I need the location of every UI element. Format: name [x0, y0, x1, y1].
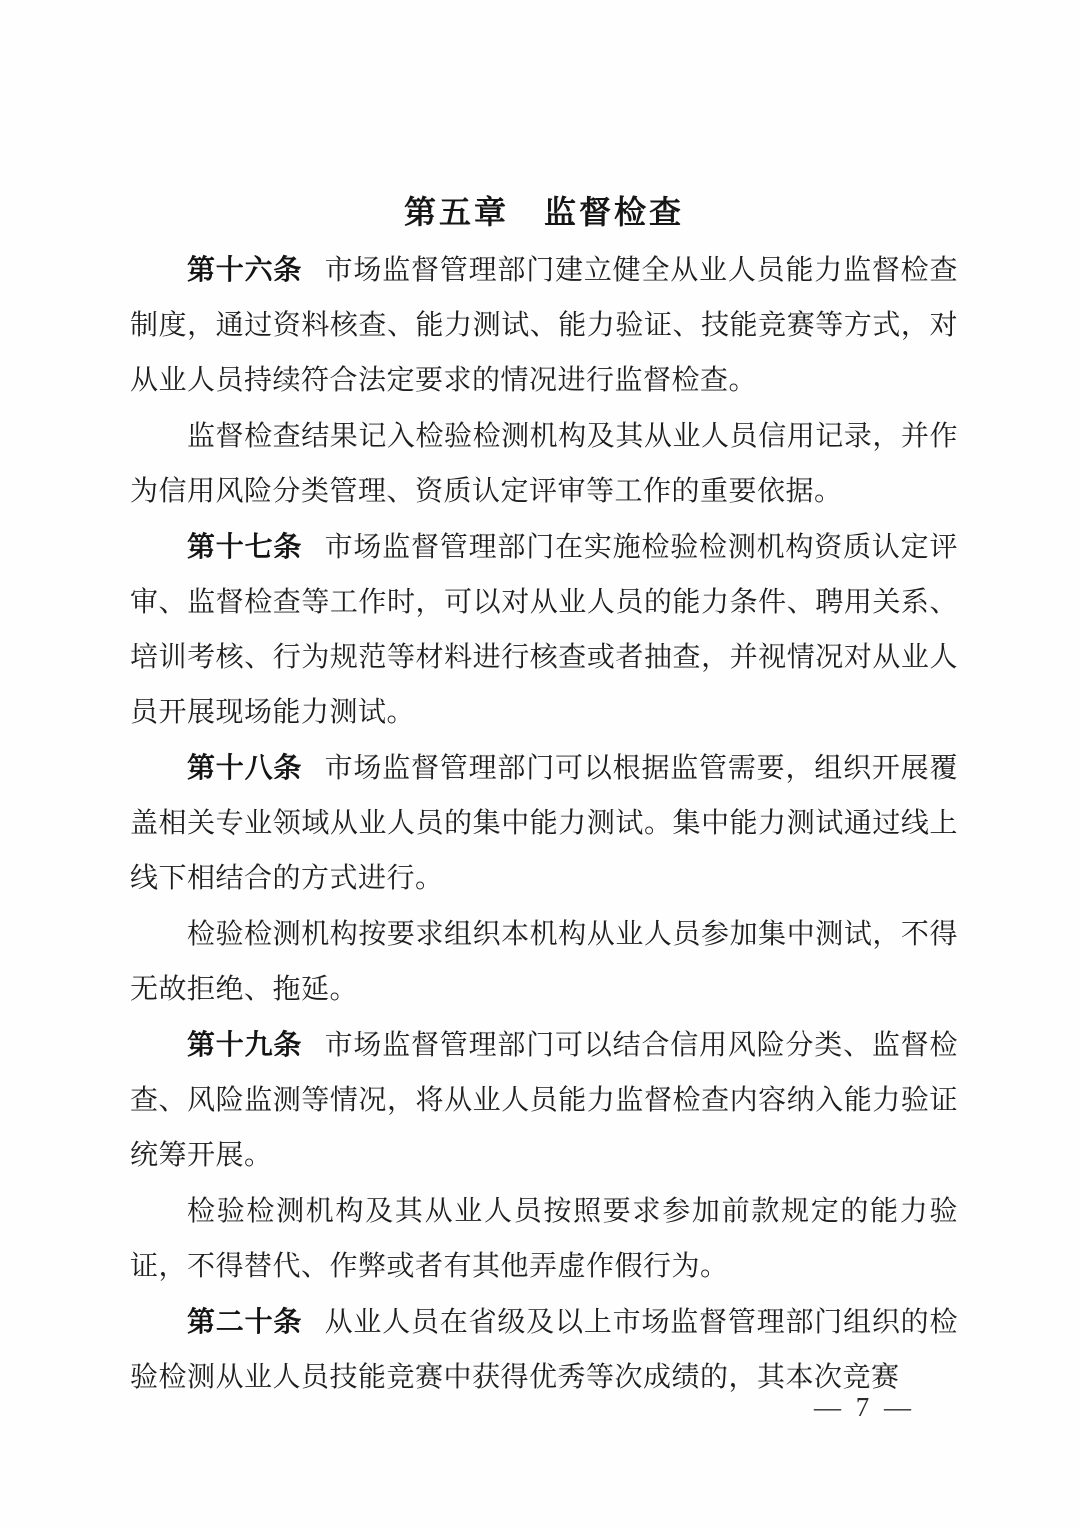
- paragraph-article-18-clause-2: [130, 906, 958, 1017]
- paragraph-article-17: [130, 519, 958, 740]
- paragraph-article-19-clause-2: [130, 1183, 958, 1294]
- paragraph-text: 监督检查结果记入检验检测机构及其从业人员信用记录，并作为信用风险分类管理、资质认定评审等工作的重要依据。: [130, 421, 958, 507]
- paragraph-article-19: [130, 1017, 958, 1183]
- article-20-number: 第二十条: [187, 1306, 303, 1337]
- page-number: — 7 —: [814, 1392, 915, 1422]
- paragraph-text: 检验检测机构及其从业人员按照要求参加前款规定的能力验证，不得替代、作弊或者有其他弄虚作假行为。: [130, 1196, 958, 1282]
- paragraph-text: 从业人员在省级及以上市场监督管理部门组织的检验检测从业人员技能竞赛中获得优秀等次成绩的，其本次竞赛: [130, 1307, 958, 1393]
- paragraph-text: 市场监督管理部门建立健全从业人员能力监督检查制度，通过资料核查、能力测试、能力验证、技能竞赛等方式，对从业人员持续符合法定要求的情况进行监督检查。: [130, 255, 958, 396]
- paragraph-article-16: [130, 242, 958, 408]
- paragraph-text: 市场监督管理部门可以根据监管需要，组织开展覆盖相关专业领域从业人员的集中能力测试。集中能力测试通过线上线下相结合的方式进行。: [130, 753, 958, 894]
- paragraph-text: 市场监督管理部门在实施检验检测机构资质认定评审、监督检查等工作时，可以对从业人员的能力条件、聘用关系、培训考核、行为规范等材料进行核查或者抽查，并视情况对从业人员开展现场能力测试。: [130, 532, 958, 728]
- paragraph-article-20: [130, 1294, 958, 1405]
- article-16-number: 第十六条: [187, 254, 303, 285]
- paragraph-article-18: [130, 740, 958, 906]
- paragraph-text: 市场监督管理部门可以结合信用风险分类、监督检查、风险监测等情况，将从业人员能力监督检查内容纳入能力验证统筹开展。: [130, 1030, 958, 1171]
- article-17-number: 第十七条: [187, 531, 303, 562]
- chapter-title: 第五章 监督检查: [403, 194, 684, 230]
- paragraph-text: 检验检测机构按要求组织本机构从业人员参加集中测试，不得无故拒绝、拖延。: [130, 919, 958, 1005]
- article-18-number: 第十八条: [187, 752, 303, 783]
- article-19-number: 第十九条: [187, 1029, 303, 1060]
- paragraph-article-16-clause-2: [130, 408, 958, 519]
